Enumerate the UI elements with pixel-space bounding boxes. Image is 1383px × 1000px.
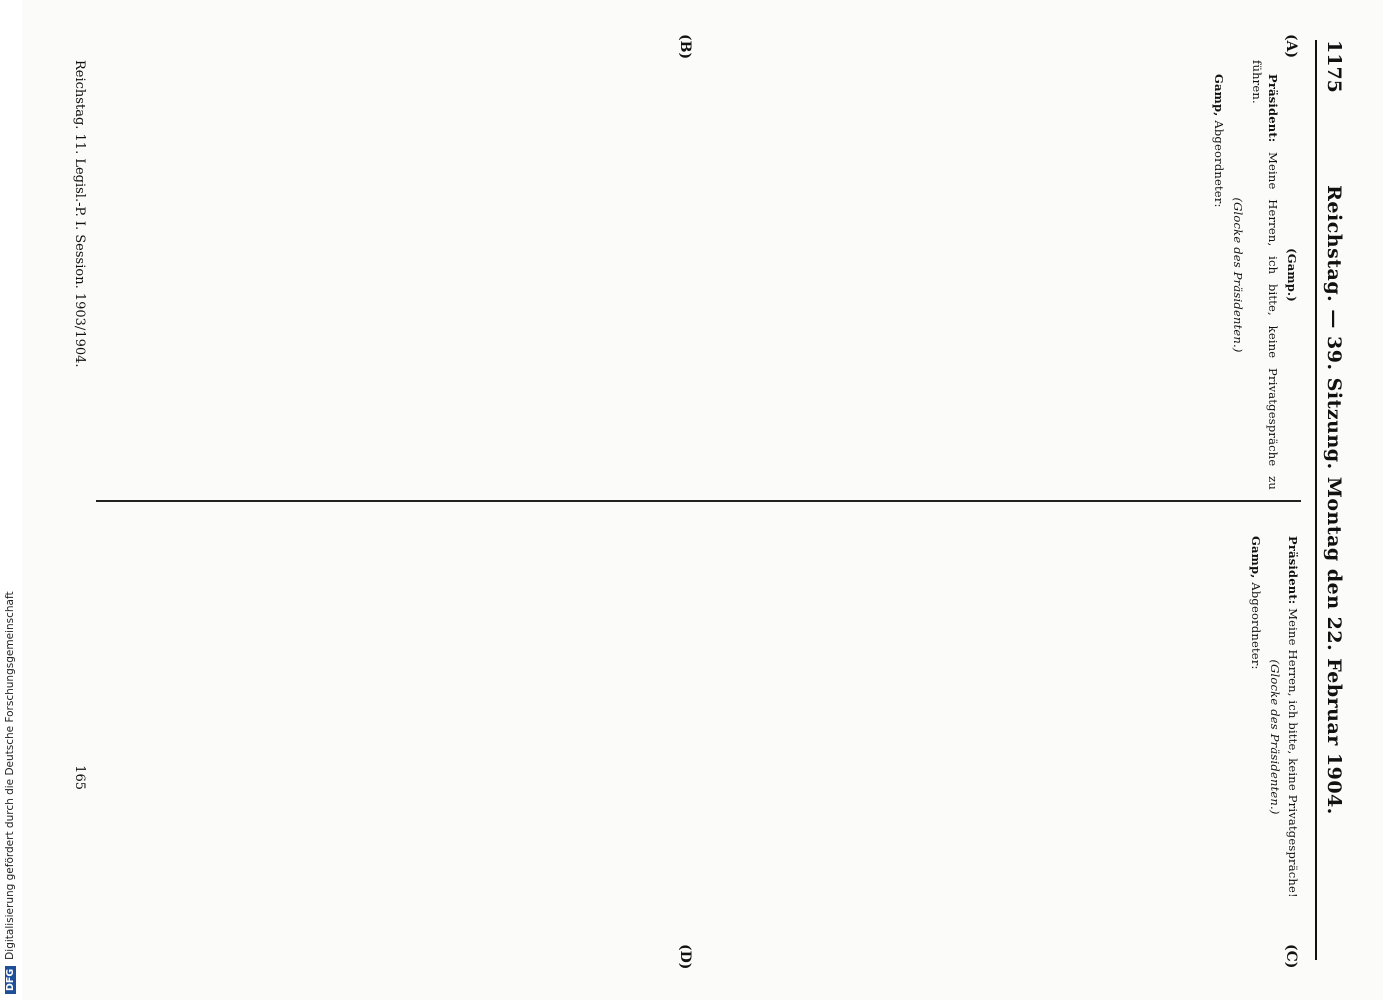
margin-marker-b: (B) bbox=[677, 34, 693, 60]
running-head bbox=[1315, 40, 1345, 960]
margin-marker-d: (D) bbox=[677, 944, 693, 970]
session-reference: Reichstag. 11. Legisl.-P. I. Session. 1903/1904. bbox=[72, 60, 87, 368]
page-footer bbox=[65, 60, 87, 940]
speaker-name: Gamp, bbox=[1212, 74, 1227, 117]
speech-text: Meine Herren, ich bitte, keine Privatgespräche zu führen. bbox=[1249, 60, 1280, 490]
sheet-number: 165 bbox=[72, 765, 87, 790]
speaker-name: Gamp, bbox=[1248, 536, 1263, 579]
dfg-logo: DFG bbox=[5, 966, 16, 994]
speech-text: Abgeordneter: bbox=[1212, 120, 1227, 208]
speech-text: Abgeordneter: bbox=[1248, 582, 1263, 670]
margin-marker-c: (C) bbox=[1283, 944, 1299, 969]
interjection-note: (Glocke des Präsidenten.) bbox=[1267, 659, 1282, 815]
right-column bbox=[101, 522, 1301, 952]
speaker-name: Präsident: bbox=[1286, 536, 1300, 605]
page-number: 1175 bbox=[1323, 40, 1345, 93]
funding-text: Digitalisierung gefördert durch die Deutsche Forschungsgemeinschaft bbox=[4, 591, 16, 960]
running-title: Reichstag. — 39. Sitzung. Montag den 22. Februar 1904. bbox=[1323, 185, 1345, 815]
speech-paragraph bbox=[1248, 60, 1280, 490]
margin-marker-a: (A) bbox=[1283, 34, 1299, 59]
speech-paragraph bbox=[1247, 522, 1263, 952]
left-column bbox=[101, 60, 1301, 490]
funding-strip bbox=[0, 0, 22, 1000]
funding-note bbox=[4, 14, 16, 994]
interjection-note: (Glocke des Präsidenten.) bbox=[1231, 197, 1246, 353]
speaker-name: Präsident: bbox=[1265, 74, 1280, 143]
speech-paragraph bbox=[1211, 60, 1227, 490]
column-divider bbox=[96, 500, 1301, 502]
speech-paragraph bbox=[1285, 522, 1301, 952]
top-speaker: (Gamp.) bbox=[1285, 248, 1299, 302]
speech-text: Meine Herren, ich bitte, keine Privatgespräche! bbox=[1286, 608, 1300, 898]
